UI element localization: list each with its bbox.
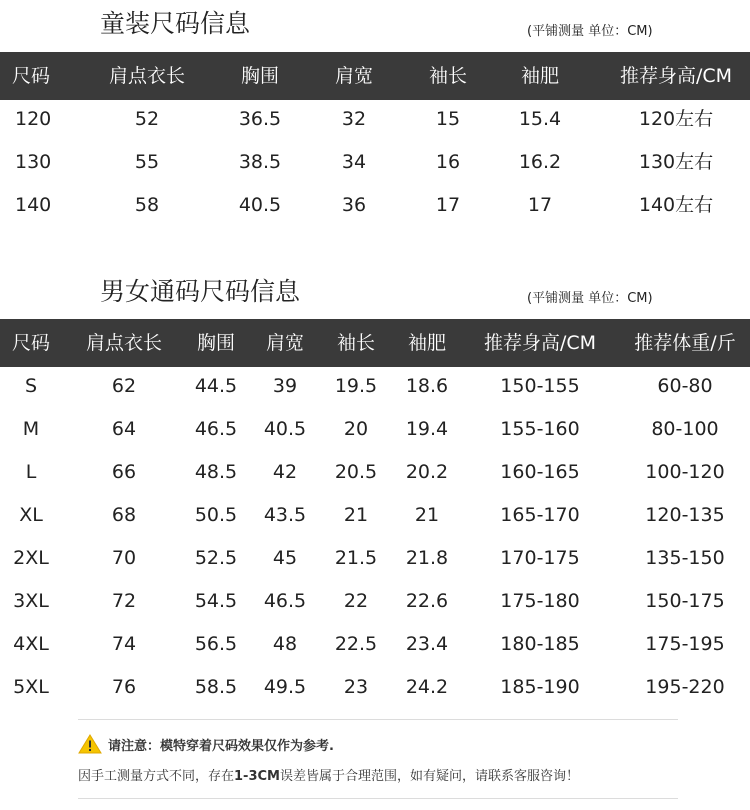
table-row: [0, 184, 750, 227]
table-cell: 18.6: [405, 375, 449, 397]
table-cell: 48.5: [194, 461, 238, 483]
adult-section-title: 男女通码尺码信息: [100, 277, 301, 306]
table-row: [0, 141, 750, 184]
table-cell: 34: [341, 151, 367, 173]
table-cell: 50.5: [194, 504, 238, 526]
table-cell: 40.5: [238, 194, 282, 216]
table-cell: 44.5: [194, 375, 238, 397]
table-cell: 5XL: [13, 676, 49, 698]
table-cell: 22.5: [334, 633, 378, 655]
warning-icon: [78, 734, 102, 754]
kids-unit-note: (平铺测量 单位：CM): [527, 24, 653, 39]
table-cell: 48: [272, 633, 298, 655]
table-cell: 52: [134, 108, 160, 130]
table-cell: 24.2: [405, 676, 449, 698]
table-cell: 155-160: [500, 418, 580, 440]
table-row: [0, 408, 750, 451]
adult-unit-note: (平铺测量 单位：CM): [527, 291, 653, 306]
table-cell: 16.2: [518, 151, 562, 173]
table-cell: 72: [111, 590, 137, 612]
table-cell: 175-180: [500, 590, 580, 612]
adult-header-cell: 袖肥: [407, 332, 447, 354]
table-cell: 150-155: [500, 375, 580, 397]
table-cell: 36: [341, 194, 367, 216]
table-cell: 23.4: [405, 633, 449, 655]
table-row: [0, 98, 750, 141]
table-cell: 21: [414, 504, 440, 526]
table-cell: 22.6: [405, 590, 449, 612]
table-cell: 2XL: [13, 547, 49, 569]
table-cell: 22: [343, 590, 369, 612]
table-row: [0, 623, 750, 666]
top-divider: [78, 719, 678, 720]
table-cell: 135-150: [645, 547, 725, 569]
table-cell: 130左右: [638, 151, 714, 173]
adult-header-cell: 推荐身高/CM: [483, 332, 597, 354]
table-cell: S: [24, 375, 38, 397]
table-cell: 76: [111, 676, 137, 698]
table-cell: 120左右: [638, 108, 714, 130]
table-cell: 56.5: [194, 633, 238, 655]
table-cell: 120: [15, 108, 52, 130]
table-cell: 120-135: [645, 504, 725, 526]
table-cell: 140: [15, 194, 52, 216]
kids-table-header: [0, 52, 750, 100]
kids-header-cell: 胸围: [240, 65, 280, 87]
table-cell: 32: [341, 108, 367, 130]
table-cell: 165-170: [500, 504, 580, 526]
notice-text: 请注意：模特穿着尺码效果仅作为参考.: [108, 739, 334, 754]
table-cell: 21.8: [405, 547, 449, 569]
table-cell: 19.4: [405, 418, 449, 440]
table-cell: 54.5: [194, 590, 238, 612]
adult-header-cell: 袖长: [336, 332, 376, 354]
table-cell: 15.4: [518, 108, 562, 130]
kids-header-cell: 推荐身高/CM: [619, 65, 733, 87]
table-cell: 175-195: [645, 633, 725, 655]
kids-header-cell: 袖长: [428, 65, 468, 87]
table-cell: 23: [343, 676, 369, 698]
kids-header-cell: 肩宽: [334, 65, 374, 87]
table-cell: 185-190: [500, 676, 580, 698]
table-cell: 49.5: [263, 676, 307, 698]
table-cell: 180-185: [500, 633, 580, 655]
table-cell: 130: [15, 151, 52, 173]
table-cell: 195-220: [645, 676, 725, 698]
table-cell: 58: [134, 194, 160, 216]
table-cell: 19.5: [334, 375, 378, 397]
kids-header-cell: 袖肥: [520, 65, 560, 87]
table-cell: 46.5: [194, 418, 238, 440]
table-row: [0, 537, 750, 580]
table-cell: 36.5: [238, 108, 282, 130]
table-row: [0, 494, 750, 537]
table-cell: 21.5: [334, 547, 378, 569]
explain-bold: 1-3CM: [234, 769, 280, 784]
explain-post: 误差皆属于合理范围，如有疑问，请联系客服咨询！: [279, 769, 579, 784]
table-cell: 68: [111, 504, 137, 526]
table-cell: 140左右: [638, 194, 714, 216]
measurement-explanation: [78, 765, 579, 784]
adult-header-cell: 肩点衣长: [85, 332, 163, 354]
kids-header-cell: 肩点衣长: [108, 65, 186, 87]
adult-header-cell: 尺码: [12, 332, 51, 354]
table-cell: 70: [111, 547, 137, 569]
table-cell: 21: [343, 504, 369, 526]
bottom-divider: [78, 798, 678, 799]
table-cell: 58.5: [194, 676, 238, 698]
kids-header-cell: 尺码: [12, 65, 51, 87]
kids-section-title: 童装尺码信息: [100, 9, 251, 38]
table-row: [0, 451, 750, 494]
table-cell: 55: [134, 151, 160, 173]
table-cell: 160-165: [500, 461, 580, 483]
table-cell: 40.5: [263, 418, 307, 440]
table-cell: 16: [435, 151, 461, 173]
table-cell: 3XL: [13, 590, 49, 612]
table-cell: 20.5: [334, 461, 378, 483]
table-cell: 15: [435, 108, 461, 130]
table-cell: 42: [272, 461, 298, 483]
explain-pre: 因手工测量方式不同，存在: [78, 769, 235, 784]
table-cell: 43.5: [263, 504, 307, 526]
table-cell: M: [22, 418, 40, 440]
table-cell: 62: [111, 375, 137, 397]
table-cell: 64: [111, 418, 137, 440]
table-row: [0, 666, 750, 709]
adult-header-cell: 肩宽: [265, 332, 305, 354]
table-cell: 20: [343, 418, 369, 440]
table-cell: 60-80: [657, 375, 713, 397]
adult-header-cell: 胸围: [196, 332, 236, 354]
table-cell: L: [25, 461, 37, 483]
adult-header-cell: 推荐体重/斤: [634, 332, 736, 354]
table-cell: 4XL: [13, 633, 49, 655]
table-cell: 100-120: [645, 461, 725, 483]
table-row: [0, 365, 750, 408]
table-cell: 20.2: [405, 461, 449, 483]
adult-table-header: [0, 319, 750, 367]
table-cell: 74: [111, 633, 137, 655]
table-cell: 52.5: [194, 547, 238, 569]
table-cell: 150-175: [645, 590, 725, 612]
table-cell: 45: [272, 547, 298, 569]
table-row: [0, 580, 750, 623]
table-cell: 17: [527, 194, 553, 216]
table-cell: XL: [19, 504, 43, 526]
table-cell: 80-100: [651, 418, 719, 440]
table-cell: 39: [272, 375, 298, 397]
table-cell: 170-175: [500, 547, 580, 569]
table-cell: 38.5: [238, 151, 282, 173]
table-cell: 46.5: [263, 590, 307, 612]
table-cell: 66: [111, 461, 137, 483]
table-cell: 17: [435, 194, 461, 216]
